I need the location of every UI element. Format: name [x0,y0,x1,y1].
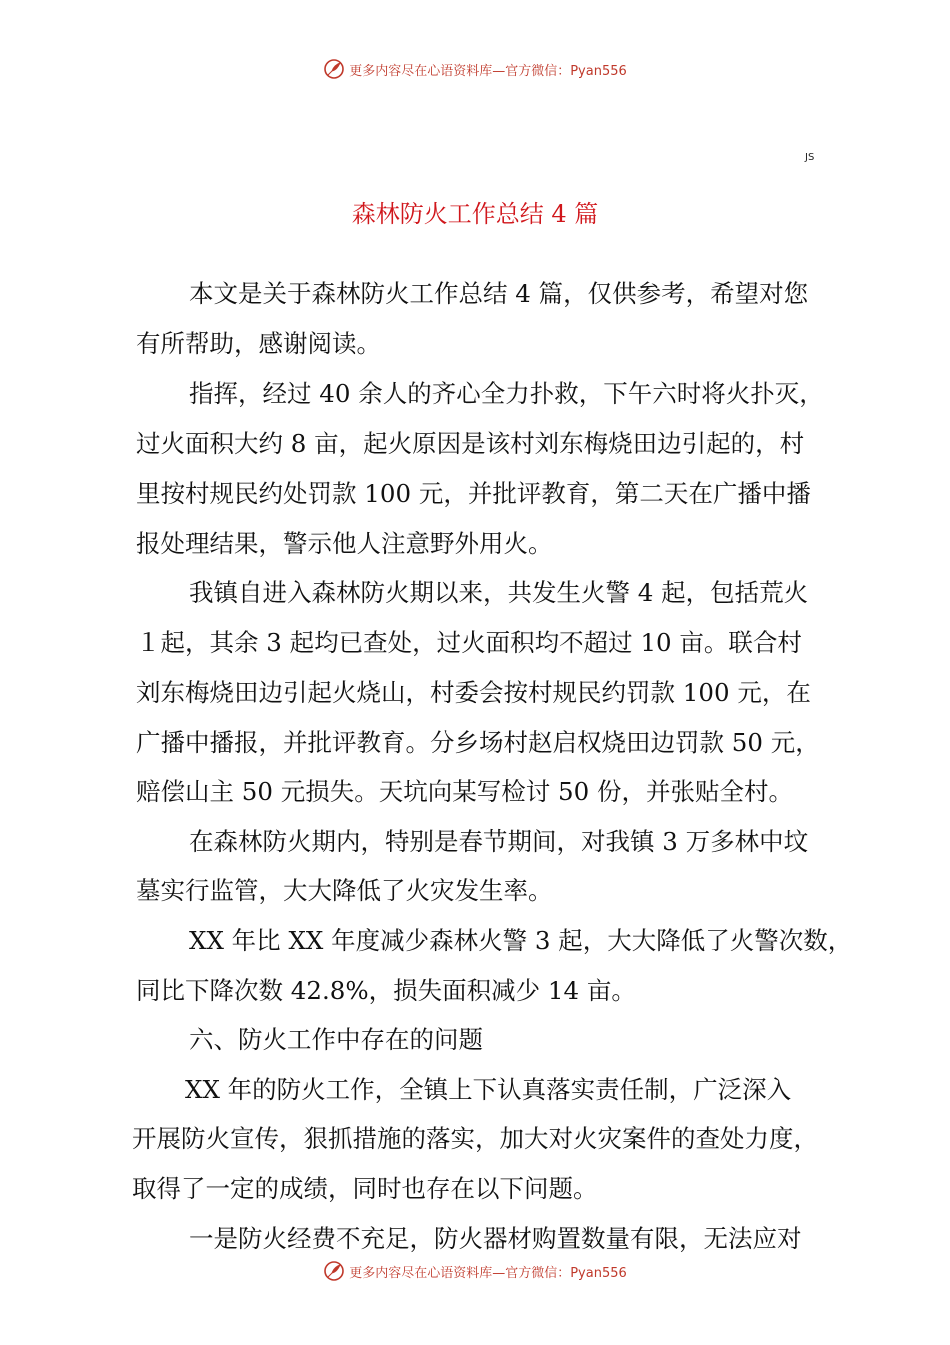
body-line: 报处理结果，警示他人注意野外用火。 [136,529,553,558]
body-line: 指挥，经过 40 余人的齐心全力扑救，下午六时将火扑灭， [189,379,824,408]
banner-text: 更多内容尽在心语资料库—官方微信：Pyan556 [349,63,627,79]
body-line: １起，其余 3 起均已查处，过火面积均不超过 10 亩。联合村 [136,628,802,657]
body-line: 里按村规民约处罚款 100 元，并批评教育，第二天在广播中播 [136,479,811,508]
page-title: 森林防火工作总结 4 篇 [351,200,599,228]
body-line: 同比下降次数 42.8%，损失面积减少 14 亩。 [136,976,636,1005]
header-banner [0,54,950,84]
body-line: 开展防火宣传，狠抓措施的落实，加大对火灾案件的查处力度， [132,1124,818,1153]
banner-text: 更多内容尽在心语资料库—官方微信：Pyan556 [349,1265,627,1281]
body-line: 我镇自进入森林防火期以来，共发生火警 4 起，包括荒火 [189,578,809,607]
body-line: XX 年的防火工作，全镇上下认真落实责任制，广泛深入 [185,1075,792,1104]
footer-banner [0,1256,950,1286]
body-line: 广播中播报，并批评教育。分乡场村赵启权烧田边罚款 50 元， [136,728,820,757]
body-line: 赔偿山主 50 元损失。天坑向某写检讨 50 份，并张贴全村。 [136,777,793,806]
body-line: 取得了一定的成绩，同时也存在以下问题。 [132,1174,598,1203]
feather-logo-icon [323,1260,345,1282]
body-line: XX 年比 XX 年度减少森林火警 3 起，大大降低了火警次数， [189,926,853,955]
body-line: 墓实行监管，大大降低了火灾发生率。 [136,876,553,905]
body-line: 刘东梅烧田边引起火烧山，村委会按村规民约罚款 100 元，在 [136,678,811,707]
feather-logo-icon [323,58,345,80]
body-line: 本文是关于森林防火工作总结 4 篇，仅供参考，希望对您 [189,279,809,308]
body-line: 过火面积大约 8 亩，起火原因是该村刘东梅烧田边引起的，村 [136,429,805,458]
body-line: 在森林防火期内，特别是春节期间，对我镇 3 万多林中坟 [189,827,809,856]
body-line: 六、防火工作中存在的问题 [189,1025,483,1054]
body-line: 有所帮助，感谢阅读。 [136,329,381,358]
body-line: 一是防火经费不充足，防火器材购置数量有限，无法应对 [189,1224,802,1253]
corner-mark: JS [805,152,815,163]
